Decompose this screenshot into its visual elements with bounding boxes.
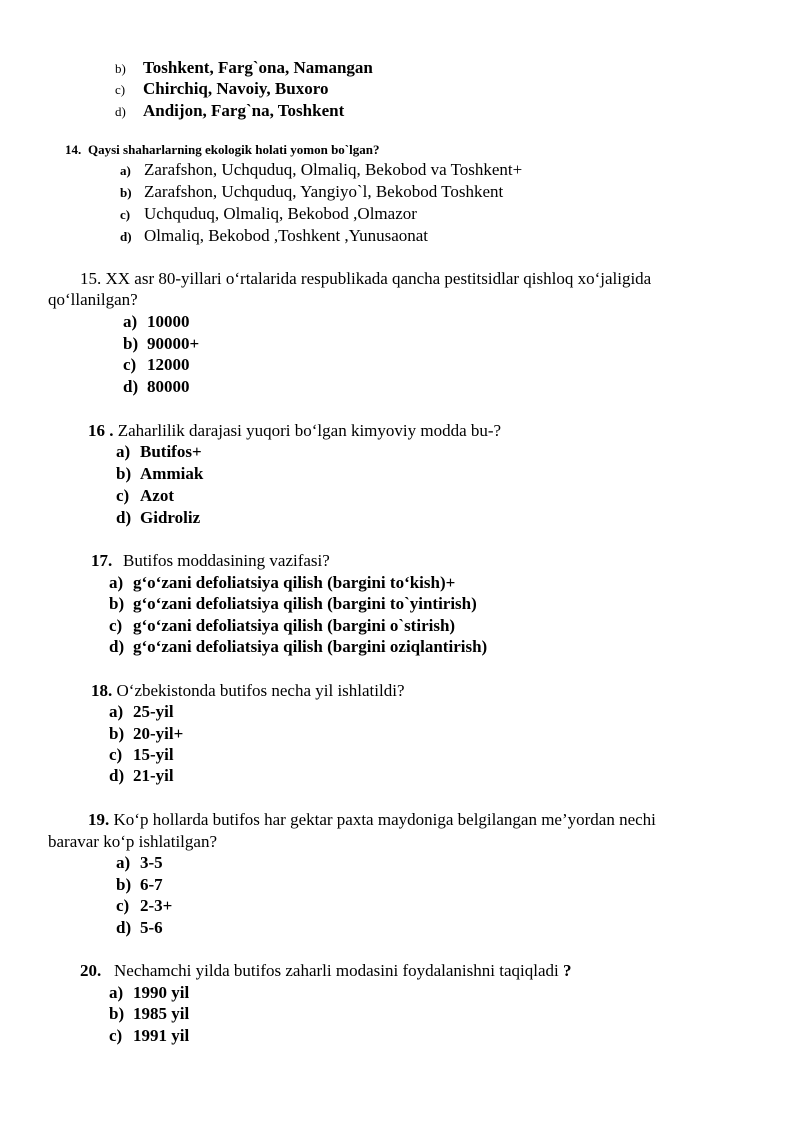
option-text: 6-7 (140, 875, 163, 894)
option-text: 21-yil (133, 766, 174, 785)
option-label: c) (109, 745, 123, 764)
option-text: g‘o‘zani defoliatsiya qilish (bargini to`yintirish) (133, 594, 477, 613)
option-label: c) (123, 355, 137, 374)
option-label: d) (123, 377, 139, 396)
option-17-a (109, 574, 455, 591)
question-number: 15. (80, 269, 102, 288)
option-label: b) (116, 464, 132, 483)
option-17-d (109, 638, 487, 655)
option-text: 3-5 (140, 853, 163, 872)
option-text: 10000 (147, 312, 190, 331)
option-16-d (116, 509, 200, 526)
option-label: d) (116, 508, 132, 527)
option-15-d (123, 378, 190, 395)
question-number: 19. (88, 810, 110, 829)
question-15-line2 (48, 291, 138, 308)
option-16-a (116, 443, 202, 460)
option-label: c) (116, 896, 130, 915)
option-17-b (109, 595, 477, 612)
question-text-continued: baravar ko‘p ishlatilgan? (48, 832, 217, 851)
question-number: 17. (91, 551, 113, 570)
option-label: d) (120, 229, 132, 244)
option-label: c) (109, 616, 123, 635)
option-20-c (109, 1027, 189, 1044)
question-17 (91, 552, 330, 569)
question-text: Nechamchi yilda butifos zaharli modasini foydalanishni taqiqladi (114, 961, 559, 980)
option-15-a (123, 313, 190, 330)
option-16-b (116, 465, 203, 482)
option-text: 1985 yil (133, 1004, 190, 1023)
option-text: Andijon, Farg`na, Toshkent (143, 101, 345, 120)
option-19-d (116, 919, 163, 936)
question-number: 18. (91, 681, 113, 700)
option-label: c) (109, 1026, 123, 1045)
option-19-c (116, 897, 172, 914)
option-18-d (109, 767, 174, 784)
option-label: a) (109, 983, 124, 1002)
option-label: c) (116, 486, 130, 505)
question-18 (91, 682, 405, 699)
question-text: Ko‘p hollarda butifos har gektar paxta maydoniga belgilangan me’yordan nechi (113, 810, 656, 829)
option-text: g‘o‘zani defoliatsiya qilish (bargini oziqlantirish) (133, 637, 488, 656)
option-text: 1990 yil (133, 983, 190, 1002)
option-label: b) (123, 334, 139, 353)
option-18-c (109, 746, 174, 763)
option-text: Olmaliq, Bekobod ,Toshkent ,Yunusaonat (144, 226, 429, 245)
option-label: a) (109, 702, 124, 721)
question-19-line1 (88, 811, 656, 828)
option-label: d) (115, 104, 126, 119)
option-text: 20-yil+ (133, 724, 184, 743)
option-18-b (109, 725, 183, 742)
option-19-b (116, 876, 163, 893)
option-17-c (109, 617, 455, 634)
option-text: Chirchiq, Navoiy, Buxoro (143, 79, 329, 98)
option-label: a) (109, 573, 124, 592)
option-13-b (115, 59, 373, 76)
question-14 (65, 143, 379, 156)
option-text: 15-yil (133, 745, 174, 764)
question-mark: ? (562, 961, 572, 980)
option-text: g‘o‘zani defoliatsiya qilish (bargini o`stirish) (133, 616, 456, 635)
question-text: Zaharlilik darajasi yuqori bo‘lgan kimyoviy modda bu-? (117, 421, 502, 440)
option-label: b) (109, 594, 125, 613)
question-text: Qaysi shaharlarning ekologik holati yomon bo`lgan? (88, 142, 380, 157)
option-text: 5-6 (140, 918, 163, 937)
question-text-continued: qo‘llanilgan? (48, 290, 138, 309)
option-label: d) (116, 918, 132, 937)
option-text: Uchquduq, Olmaliq, Bekobod ,Olmazor (144, 204, 417, 223)
option-15-b (123, 335, 199, 352)
option-14-d (120, 227, 428, 244)
option-20-b (109, 1005, 189, 1022)
question-text: Butifos moddasining vazifasi? (123, 551, 330, 570)
option-19-a (116, 854, 163, 871)
option-text: 25-yil (133, 702, 174, 721)
option-label: b) (116, 875, 132, 894)
option-label: b) (120, 185, 132, 200)
option-text: Butifos+ (140, 442, 202, 461)
option-label: d) (109, 766, 125, 785)
option-text: Toshkent, Farg`ona, Namangan (143, 58, 373, 77)
option-text: 1991 yil (133, 1026, 190, 1045)
option-text: Azot (140, 486, 174, 505)
question-20 (80, 962, 571, 979)
option-text: Zarafshon, Uchquduq, Olmaliq, Bekobod va Toshkent+ (144, 160, 523, 179)
question-number: 14. (65, 142, 82, 157)
question-15-line1 (80, 270, 651, 287)
option-text: g‘o‘zani defoliatsiya qilish (bargini to‘kish)+ (133, 573, 456, 592)
option-14-a (120, 161, 522, 178)
question-text: XX asr 80-yillari o‘rtalarida respublikada qancha pestitsidlar qishloq xo‘jaligida (105, 269, 652, 288)
question-text: O‘zbekistonda butifos necha yil ishlatildi? (116, 681, 405, 700)
question-16 (88, 422, 501, 439)
option-text: Zarafshon, Uchquduq, Yangiyo`l, Bekobod Toshkent (144, 182, 504, 201)
option-text: 12000 (147, 355, 190, 374)
option-text: 80000 (147, 377, 190, 396)
option-text: Ammiak (140, 464, 204, 483)
option-label: a) (123, 312, 138, 331)
option-15-c (123, 356, 190, 373)
option-text: 90000+ (147, 334, 200, 353)
option-label: a) (116, 442, 131, 461)
question-number: 16 . (88, 421, 114, 440)
question-19-line2 (48, 833, 217, 850)
option-label: b) (115, 61, 126, 76)
option-label: c) (115, 82, 126, 97)
option-label: d) (109, 637, 125, 656)
option-text: 2-3+ (140, 896, 173, 915)
option-13-c (115, 80, 328, 97)
option-label: b) (109, 1004, 125, 1023)
option-13-d (115, 102, 344, 119)
option-16-c (116, 487, 174, 504)
option-label: b) (109, 724, 125, 743)
option-label: a) (116, 853, 131, 872)
option-label: a) (120, 163, 131, 178)
option-20-a (109, 984, 189, 1001)
option-18-a (109, 703, 174, 720)
question-number: 20. (80, 961, 102, 980)
option-14-b (120, 183, 503, 200)
option-14-c (120, 205, 417, 222)
option-text: Gidroliz (140, 508, 201, 527)
option-label: c) (120, 207, 131, 222)
